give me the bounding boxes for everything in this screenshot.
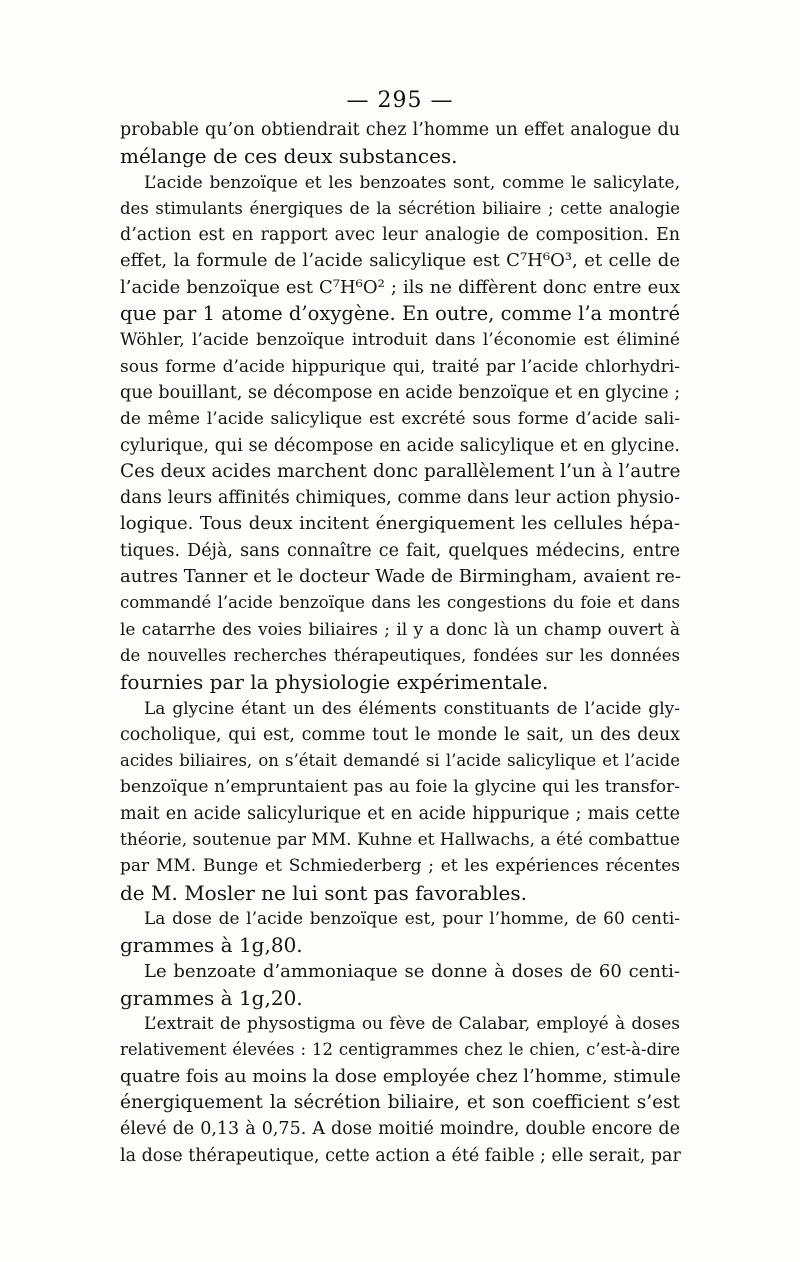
- text-line: sous forme d’acide hippurique qui, traité par l’acide chlorhydri-: [120, 356, 680, 377]
- text-line: la dose thérapeutique, cette action a été faible ; elle serait, par: [120, 1145, 681, 1166]
- text-line: théorie, soutenue par MM. Kuhne et Hallwachs, a été combattue: [120, 830, 680, 851]
- text-line: acides biliaires, on s’était demandé si l’acide salicylique et l’acide: [120, 751, 680, 771]
- text-line: que bouillant, se décompose en acide benzoïque et en glycine ;: [120, 382, 681, 403]
- text-line: tiques. Déjà, sans connaître ce fait, quelques médecins, entre: [120, 540, 680, 561]
- text-line: grammes à 1g,80.: [120, 933, 303, 958]
- text-line: mait en acide salicylurique et en acide hippurique ; mais cette: [120, 803, 680, 824]
- text-line: de nouvelles recherches thérapeutiques, fondées sur les données: [120, 645, 680, 665]
- text-line: cocholique, qui est, comme tout le monde le sait, un des deux: [120, 724, 680, 745]
- text-line: benzoïque n’empruntaient pas au foie la glycine qui les transfor-: [120, 777, 680, 798]
- text-line: probable qu’on obtiendrait chez l’homme un effet analogue du: [120, 120, 680, 140]
- text-line: de même l’acide salicylique est excrété sous forme d’acide sali-: [120, 409, 680, 430]
- text-line: commandé l’acide benzoïque dans les congestions du foie et dans: [120, 593, 680, 613]
- text-line: relativement élevées : 12 centigrammes chez le chien, c’est-à-dire: [120, 1040, 680, 1060]
- text-line: Le benzoate d’ammoniaque se donne à doses de 60 centi-: [144, 960, 680, 982]
- text-line: L’extrait de physostigma ou fève de Calabar, employé à doses: [144, 1014, 680, 1035]
- body-text: [120, 117, 680, 1169]
- text-line: quatre fois au moins la dose employée chez l’homme, stimule: [120, 1065, 681, 1087]
- text-line: élevé de 0,13 à 0,75. A dose moitié moindre, double encore de: [120, 1119, 680, 1140]
- text-line: La glycine étant un des éléments constituants de l’acide gly-: [144, 698, 680, 719]
- text-line: le catarrhe des voies biliaires ; il y a donc là un champ ouvert à: [120, 619, 680, 640]
- text-line: Wöhler, l’acide benzoïque introduit dans l’économie est éliminé: [120, 330, 680, 351]
- text-line: effet, la formule de l’acide salicylique est C⁷H⁶O³, et celle de: [120, 250, 680, 272]
- text-line: que par 1 atome d’oxygène. En outre, comme l’a montré: [120, 302, 680, 326]
- text-line: dans leurs affinités chimiques, comme dans leur action physio-: [120, 488, 680, 509]
- text-line: grammes à 1g,20.: [120, 985, 303, 1010]
- text-line: par MM. Bunge et Schmiederberg ; et les expériences récentes: [120, 856, 680, 877]
- text-line: cylurique, qui se décompose en acide salicylique et en glycine.: [120, 435, 680, 456]
- page-number: — 295 —: [346, 88, 454, 113]
- text-line: La dose de l’acide benzoïque est, pour l’homme, de 60 centi-: [144, 908, 680, 929]
- text-line: l’acide benzoïque est C⁷H⁶O² ; ils ne diffèrent donc entre eux: [120, 276, 680, 298]
- text-line: logique. Tous deux incitent énergiquement les cellules hépa-: [120, 513, 680, 535]
- text-line: des stimulants énergiques de la sécrétion biliaire ; cette analogie: [120, 198, 680, 218]
- text-line: autres Tanner et le docteur Wade de Birmingham, avaient re-: [120, 566, 682, 588]
- text-line: Ces deux acides marchent donc parallèlement l’un à l’autre: [120, 460, 681, 482]
- text-line: énergiquement la sécrétion biliaire, et son coefficient s’est: [120, 1091, 680, 1113]
- text-line: mélange de ces deux substances.: [120, 144, 458, 169]
- text-line: L’acide benzoïque et les benzoates sont, comme le salicylate,: [144, 172, 680, 193]
- text-line: fournies par la physiologie expérimentale.: [120, 670, 549, 695]
- text-line: d’action est en rapport avec leur analogie de composition. En: [120, 225, 680, 246]
- text-line: de M. Mosler ne lui sont pas favorables.: [120, 880, 527, 905]
